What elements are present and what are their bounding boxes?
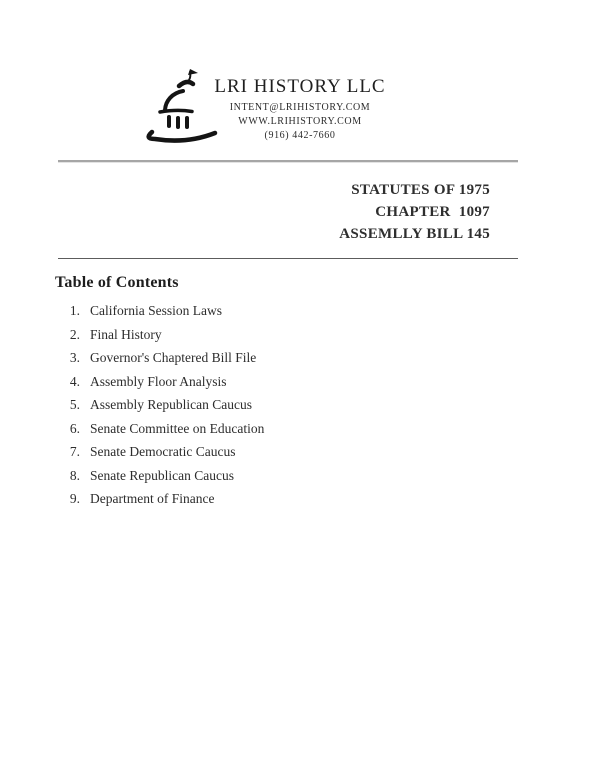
assembly-bill-line: ASSEMLLY BILL 145 [339, 226, 490, 242]
contact-email: INTENT@LRIHISTORY.COM [229, 102, 371, 113]
toc-title: Table of Contents [55, 274, 179, 291]
toc-item [62, 327, 482, 351]
statute-reference-block [339, 179, 490, 245]
toc-item-number: 9. [69, 491, 80, 506]
toc-item-label: Senate Democratic Caucus [90, 444, 236, 459]
toc-item [62, 303, 482, 327]
toc-item [62, 421, 482, 445]
toc-item [62, 397, 482, 421]
toc-item-label: Senate Committee on Education [90, 420, 265, 436]
toc-item-number: 4. [69, 373, 80, 389]
toc-item-number: 8. [69, 467, 80, 483]
toc-item [62, 491, 482, 515]
toc-item-label: Final History [90, 326, 162, 342]
contact-phone: (916) 442-7660 [264, 130, 336, 141]
toc-item-label: Assembly Floor Analysis [90, 373, 227, 389]
toc-item-label: Department of Finance [90, 491, 215, 506]
contact-website: WWW.LRIHISTORY.COM [238, 116, 362, 127]
middle-divider [58, 258, 518, 259]
chapter-line: CHAPTER 1097 [375, 204, 490, 220]
toc-item [62, 468, 482, 492]
toc-item-number: 2. [69, 326, 80, 342]
toc-item [62, 374, 482, 398]
toc-item [62, 444, 482, 468]
toc-item-label: California Session Laws [90, 303, 222, 318]
toc-item-number: 3. [69, 350, 80, 365]
toc-item-number: 7. [69, 444, 80, 459]
company-name: LRI HISTORY LLC [214, 76, 386, 97]
toc-item-label: Assembly Republican Caucus [90, 397, 252, 412]
letterhead [0, 76, 600, 143]
toc-item-number: 6. [69, 420, 80, 436]
toc-item-number: 1. [69, 303, 80, 318]
toc-item-number: 5. [69, 397, 80, 412]
toc-list [62, 303, 482, 515]
top-divider [58, 160, 518, 163]
toc-item [62, 350, 482, 374]
statutes-line: STATUTES OF 1975 [351, 182, 490, 198]
toc-item-label: Senate Republican Caucus [90, 467, 234, 483]
toc-item-label: Governor's Chaptered Bill File [90, 350, 257, 365]
